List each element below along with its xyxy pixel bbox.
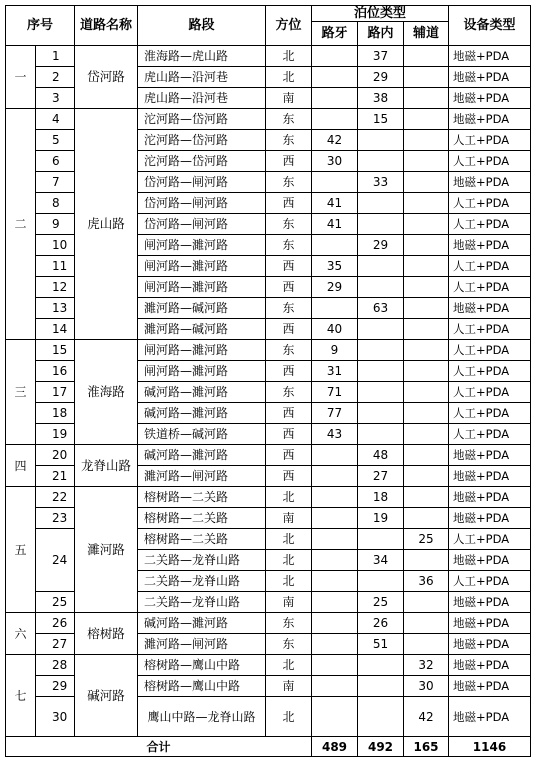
group-numeral: 四 bbox=[6, 445, 36, 487]
direction-cell: 北 bbox=[266, 550, 312, 571]
segment-cell: 岱河路—闸河路 bbox=[138, 172, 266, 193]
aux-cell bbox=[404, 67, 449, 88]
row-number: 23 bbox=[36, 508, 75, 529]
roadside-cell bbox=[312, 46, 358, 67]
group-numeral: 七 bbox=[6, 655, 36, 737]
inner-cell bbox=[358, 340, 404, 361]
roadside-cell bbox=[312, 634, 358, 655]
header-berth-inner: 路内 bbox=[358, 22, 404, 46]
inner-cell bbox=[358, 424, 404, 445]
inner-cell: 51 bbox=[358, 634, 404, 655]
header-berth-type: 泊位类型 bbox=[312, 6, 449, 22]
segment-cell: 岱河路—闸河路 bbox=[138, 193, 266, 214]
direction-cell: 西 bbox=[266, 151, 312, 172]
equipment-cell: 人工+PDA bbox=[449, 214, 531, 235]
direction-cell: 东 bbox=[266, 340, 312, 361]
roadside-cell bbox=[312, 655, 358, 676]
header-equipment: 设备类型 bbox=[449, 6, 531, 46]
direction-cell: 东 bbox=[266, 634, 312, 655]
group-numeral: 六 bbox=[6, 613, 36, 655]
roadside-cell bbox=[312, 529, 358, 550]
row-number: 27 bbox=[36, 634, 75, 655]
roadside-cell: 9 bbox=[312, 340, 358, 361]
road-name: 榕树路 bbox=[75, 613, 138, 655]
equipment-cell: 地磁+PDA bbox=[449, 466, 531, 487]
row-number: 6 bbox=[36, 151, 75, 172]
segment-cell: 榕树路—二关路 bbox=[138, 487, 266, 508]
row-number: 10 bbox=[36, 235, 75, 256]
inner-cell: 33 bbox=[358, 172, 404, 193]
aux-cell: 42 bbox=[404, 697, 449, 737]
roadside-cell bbox=[312, 445, 358, 466]
table-row bbox=[6, 46, 531, 67]
segment-cell: 二关路—龙脊山路 bbox=[138, 592, 266, 613]
header-seq: 序号 bbox=[6, 6, 75, 46]
row-number: 18 bbox=[36, 403, 75, 424]
segment-cell: 闸河路—濉河路 bbox=[138, 340, 266, 361]
roadside-cell bbox=[312, 571, 358, 592]
equipment-cell: 地磁+PDA bbox=[449, 445, 531, 466]
road-name: 岱河路 bbox=[75, 46, 138, 109]
segment-cell: 濉河路—碱河路 bbox=[138, 319, 266, 340]
segment-cell: 闸河路—濉河路 bbox=[138, 256, 266, 277]
equipment-cell: 地磁+PDA bbox=[449, 46, 531, 67]
road-name: 碱河路 bbox=[75, 655, 138, 737]
aux-cell: 30 bbox=[404, 676, 449, 697]
header-berth-roadside: 路牙 bbox=[312, 22, 358, 46]
segment-cell: 岱河路—闸河路 bbox=[138, 214, 266, 235]
roadside-cell bbox=[312, 697, 358, 737]
roadside-cell bbox=[312, 550, 358, 571]
total-aux: 165 bbox=[404, 737, 449, 757]
segment-cell: 濉河路—闸河路 bbox=[138, 634, 266, 655]
inner-cell: 19 bbox=[358, 508, 404, 529]
inner-cell: 48 bbox=[358, 445, 404, 466]
roadside-cell bbox=[312, 88, 358, 109]
segment-cell: 虎山路—沿河巷 bbox=[138, 88, 266, 109]
group-numeral: 五 bbox=[6, 487, 36, 613]
direction-cell: 西 bbox=[266, 424, 312, 445]
direction-cell: 东 bbox=[266, 130, 312, 151]
inner-cell: 26 bbox=[358, 613, 404, 634]
roadside-cell: 41 bbox=[312, 193, 358, 214]
inner-cell bbox=[358, 151, 404, 172]
row-number: 13 bbox=[36, 298, 75, 319]
row-number: 4 bbox=[36, 109, 75, 130]
header-berth-aux: 辅道 bbox=[404, 22, 449, 46]
roadside-cell bbox=[312, 235, 358, 256]
equipment-cell: 人工+PDA bbox=[449, 382, 531, 403]
segment-cell: 虎山路—沿河巷 bbox=[138, 67, 266, 88]
table-row bbox=[6, 487, 531, 508]
equipment-cell: 地磁+PDA bbox=[449, 487, 531, 508]
direction-cell: 南 bbox=[266, 88, 312, 109]
aux-cell: 25 bbox=[404, 529, 449, 550]
road-name: 虎山路 bbox=[75, 109, 138, 340]
inner-cell bbox=[358, 193, 404, 214]
segment-cell: 碱河路—濉河路 bbox=[138, 445, 266, 466]
inner-cell: 34 bbox=[358, 550, 404, 571]
row-number: 3 bbox=[36, 88, 75, 109]
aux-cell bbox=[404, 151, 449, 172]
equipment-cell: 地磁+PDA bbox=[449, 613, 531, 634]
equipment-cell: 人工+PDA bbox=[449, 424, 531, 445]
road-name: 淮海路 bbox=[75, 340, 138, 445]
segment-cell: 濉河路—碱河路 bbox=[138, 298, 266, 319]
equipment-cell: 人工+PDA bbox=[449, 277, 531, 298]
row-number: 5 bbox=[36, 130, 75, 151]
roadside-cell bbox=[312, 508, 358, 529]
roadside-cell bbox=[312, 298, 358, 319]
direction-cell: 南 bbox=[266, 676, 312, 697]
row-number: 8 bbox=[36, 193, 75, 214]
row-number: 1 bbox=[36, 46, 75, 67]
row-number: 7 bbox=[36, 172, 75, 193]
segment-cell: 榕树路—鹰山中路 bbox=[138, 655, 266, 676]
roadside-cell: 71 bbox=[312, 382, 358, 403]
equipment-cell: 人工+PDA bbox=[449, 529, 531, 550]
aux-cell: 32 bbox=[404, 655, 449, 676]
segment-cell: 淮海路—虎山路 bbox=[138, 46, 266, 67]
equipment-cell: 地磁+PDA bbox=[449, 67, 531, 88]
aux-cell bbox=[404, 592, 449, 613]
aux-cell bbox=[404, 382, 449, 403]
aux-cell bbox=[404, 550, 449, 571]
segment-cell: 鹰山中路—龙脊山路 bbox=[138, 697, 266, 737]
aux-cell bbox=[404, 634, 449, 655]
inner-cell bbox=[358, 571, 404, 592]
row-number: 16 bbox=[36, 361, 75, 382]
group-numeral: 一 bbox=[6, 46, 36, 109]
roadside-cell: 43 bbox=[312, 424, 358, 445]
equipment-cell: 地磁+PDA bbox=[449, 697, 531, 737]
group-numeral: 二 bbox=[6, 109, 36, 340]
inner-cell: 15 bbox=[358, 109, 404, 130]
row-number: 30 bbox=[36, 697, 75, 737]
segment-cell: 闸河路—濉河路 bbox=[138, 277, 266, 298]
segment-cell: 二关路—龙脊山路 bbox=[138, 571, 266, 592]
direction-cell: 西 bbox=[266, 319, 312, 340]
equipment-cell: 地磁+PDA bbox=[449, 298, 531, 319]
aux-cell bbox=[404, 130, 449, 151]
aux-cell bbox=[404, 424, 449, 445]
equipment-cell: 人工+PDA bbox=[449, 151, 531, 172]
inner-cell: 25 bbox=[358, 592, 404, 613]
roadside-cell: 35 bbox=[312, 256, 358, 277]
direction-cell: 东 bbox=[266, 382, 312, 403]
roadside-cell bbox=[312, 613, 358, 634]
aux-cell bbox=[404, 298, 449, 319]
segment-cell: 铁道桥—碱河路 bbox=[138, 424, 266, 445]
table-row bbox=[6, 613, 531, 634]
roadside-cell: 30 bbox=[312, 151, 358, 172]
segment-cell: 榕树路—二关路 bbox=[138, 508, 266, 529]
equipment-cell: 地磁+PDA bbox=[449, 676, 531, 697]
inner-cell bbox=[358, 361, 404, 382]
roadside-cell: 42 bbox=[312, 130, 358, 151]
direction-cell: 北 bbox=[266, 697, 312, 737]
group-numeral: 三 bbox=[6, 340, 36, 445]
equipment-cell: 人工+PDA bbox=[449, 130, 531, 151]
direction-cell: 西 bbox=[266, 445, 312, 466]
inner-cell bbox=[358, 403, 404, 424]
aux-cell: 36 bbox=[404, 571, 449, 592]
direction-cell: 北 bbox=[266, 571, 312, 592]
roadside-cell bbox=[312, 109, 358, 130]
equipment-cell: 地磁+PDA bbox=[449, 88, 531, 109]
equipment-cell: 地磁+PDA bbox=[449, 592, 531, 613]
aux-cell bbox=[404, 487, 449, 508]
direction-cell: 东 bbox=[266, 235, 312, 256]
aux-cell bbox=[404, 46, 449, 67]
table-row bbox=[6, 655, 531, 676]
segment-cell: 榕树路—鹰山中路 bbox=[138, 676, 266, 697]
equipment-cell: 地磁+PDA bbox=[449, 550, 531, 571]
equipment-cell: 人工+PDA bbox=[449, 361, 531, 382]
direction-cell: 东 bbox=[266, 613, 312, 634]
equipment-cell: 地磁+PDA bbox=[449, 655, 531, 676]
inner-cell: 18 bbox=[358, 487, 404, 508]
inner-cell: 63 bbox=[358, 298, 404, 319]
direction-cell: 东 bbox=[266, 172, 312, 193]
row-number: 14 bbox=[36, 319, 75, 340]
aux-cell bbox=[404, 88, 449, 109]
equipment-cell: 人工+PDA bbox=[449, 193, 531, 214]
direction-cell: 北 bbox=[266, 529, 312, 550]
equipment-cell: 人工+PDA bbox=[449, 340, 531, 361]
row-number: 25 bbox=[36, 592, 75, 613]
direction-cell: 南 bbox=[266, 508, 312, 529]
direction-cell: 西 bbox=[266, 361, 312, 382]
direction-cell: 东 bbox=[266, 298, 312, 319]
inner-cell bbox=[358, 655, 404, 676]
direction-cell: 东 bbox=[266, 214, 312, 235]
row-number: 19 bbox=[36, 424, 75, 445]
table-body bbox=[6, 46, 531, 737]
header-direction: 方位 bbox=[266, 6, 312, 46]
segment-cell: 碱河路—濉河路 bbox=[138, 403, 266, 424]
direction-cell: 西 bbox=[266, 466, 312, 487]
roadside-cell bbox=[312, 466, 358, 487]
aux-cell bbox=[404, 361, 449, 382]
segment-cell: 闸河路—濉河路 bbox=[138, 361, 266, 382]
aux-cell bbox=[404, 613, 449, 634]
inner-cell bbox=[358, 529, 404, 550]
row-number: 29 bbox=[36, 676, 75, 697]
inner-cell bbox=[358, 676, 404, 697]
roadside-cell: 41 bbox=[312, 214, 358, 235]
segment-cell: 濉河路—闸河路 bbox=[138, 466, 266, 487]
roadside-cell bbox=[312, 487, 358, 508]
row-number: 24 bbox=[36, 529, 75, 592]
table-row bbox=[6, 109, 531, 130]
aux-cell bbox=[404, 109, 449, 130]
segment-cell: 沱河路—岱河路 bbox=[138, 151, 266, 172]
aux-cell bbox=[404, 319, 449, 340]
row-number: 2 bbox=[36, 67, 75, 88]
aux-cell bbox=[404, 508, 449, 529]
aux-cell bbox=[404, 445, 449, 466]
aux-cell bbox=[404, 340, 449, 361]
equipment-cell: 地磁+PDA bbox=[449, 172, 531, 193]
equipment-cell: 人工+PDA bbox=[449, 256, 531, 277]
roadside-cell: 31 bbox=[312, 361, 358, 382]
aux-cell bbox=[404, 193, 449, 214]
row-number: 21 bbox=[36, 466, 75, 487]
row-number: 12 bbox=[36, 277, 75, 298]
roadside-cell: 40 bbox=[312, 319, 358, 340]
segment-cell: 碱河路—濉河路 bbox=[138, 613, 266, 634]
total-roadside: 489 bbox=[312, 737, 358, 757]
segment-cell: 碱河路—濉河路 bbox=[138, 382, 266, 403]
direction-cell: 西 bbox=[266, 403, 312, 424]
total-label: 合计 bbox=[6, 737, 312, 757]
equipment-cell: 地磁+PDA bbox=[449, 235, 531, 256]
segment-cell: 沱河路—岱河路 bbox=[138, 130, 266, 151]
inner-cell: 27 bbox=[358, 466, 404, 487]
direction-cell: 东 bbox=[266, 109, 312, 130]
aux-cell bbox=[404, 256, 449, 277]
direction-cell: 北 bbox=[266, 46, 312, 67]
equipment-cell: 人工+PDA bbox=[449, 571, 531, 592]
row-number: 22 bbox=[36, 487, 75, 508]
roadside-cell bbox=[312, 172, 358, 193]
inner-cell bbox=[358, 214, 404, 235]
row-number: 20 bbox=[36, 445, 75, 466]
inner-cell: 29 bbox=[358, 235, 404, 256]
direction-cell: 西 bbox=[266, 277, 312, 298]
road-name: 濉河路 bbox=[75, 487, 138, 613]
inner-cell bbox=[358, 130, 404, 151]
roadside-cell: 29 bbox=[312, 277, 358, 298]
inner-cell: 37 bbox=[358, 46, 404, 67]
direction-cell: 西 bbox=[266, 193, 312, 214]
parking-berth-table bbox=[5, 5, 531, 757]
roadside-cell: 77 bbox=[312, 403, 358, 424]
equipment-cell: 人工+PDA bbox=[449, 319, 531, 340]
direction-cell: 西 bbox=[266, 256, 312, 277]
segment-cell: 闸河路—濉河路 bbox=[138, 235, 266, 256]
roadside-cell bbox=[312, 676, 358, 697]
segment-cell: 榕树路—二关路 bbox=[138, 529, 266, 550]
total-inner: 492 bbox=[358, 737, 404, 757]
row-number: 9 bbox=[36, 214, 75, 235]
equipment-cell: 人工+PDA bbox=[449, 403, 531, 424]
direction-cell: 北 bbox=[266, 487, 312, 508]
roadside-cell bbox=[312, 592, 358, 613]
total-row bbox=[6, 737, 531, 757]
aux-cell bbox=[404, 214, 449, 235]
aux-cell bbox=[404, 172, 449, 193]
inner-cell bbox=[358, 382, 404, 403]
direction-cell: 北 bbox=[266, 655, 312, 676]
row-number: 26 bbox=[36, 613, 75, 634]
inner-cell: 29 bbox=[358, 67, 404, 88]
row-number: 17 bbox=[36, 382, 75, 403]
inner-cell bbox=[358, 319, 404, 340]
aux-cell bbox=[404, 403, 449, 424]
header-road-name: 道路名称 bbox=[75, 6, 138, 46]
road-name: 龙脊山路 bbox=[75, 445, 138, 487]
equipment-cell: 地磁+PDA bbox=[449, 634, 531, 655]
segment-cell: 二关路—龙脊山路 bbox=[138, 550, 266, 571]
aux-cell bbox=[404, 277, 449, 298]
inner-cell bbox=[358, 277, 404, 298]
header-segment: 路段 bbox=[138, 6, 266, 46]
row-number: 11 bbox=[36, 256, 75, 277]
inner-cell: 38 bbox=[358, 88, 404, 109]
inner-cell bbox=[358, 256, 404, 277]
inner-cell bbox=[358, 697, 404, 737]
equipment-cell: 地磁+PDA bbox=[449, 109, 531, 130]
segment-cell: 沱河路—岱河路 bbox=[138, 109, 266, 130]
table-row bbox=[6, 445, 531, 466]
total-equipment: 1146 bbox=[449, 737, 531, 757]
aux-cell bbox=[404, 235, 449, 256]
direction-cell: 北 bbox=[266, 67, 312, 88]
table-row bbox=[6, 340, 531, 361]
equipment-cell: 地磁+PDA bbox=[449, 508, 531, 529]
aux-cell bbox=[404, 466, 449, 487]
direction-cell: 南 bbox=[266, 592, 312, 613]
row-number: 28 bbox=[36, 655, 75, 676]
roadside-cell bbox=[312, 67, 358, 88]
row-number: 15 bbox=[36, 340, 75, 361]
